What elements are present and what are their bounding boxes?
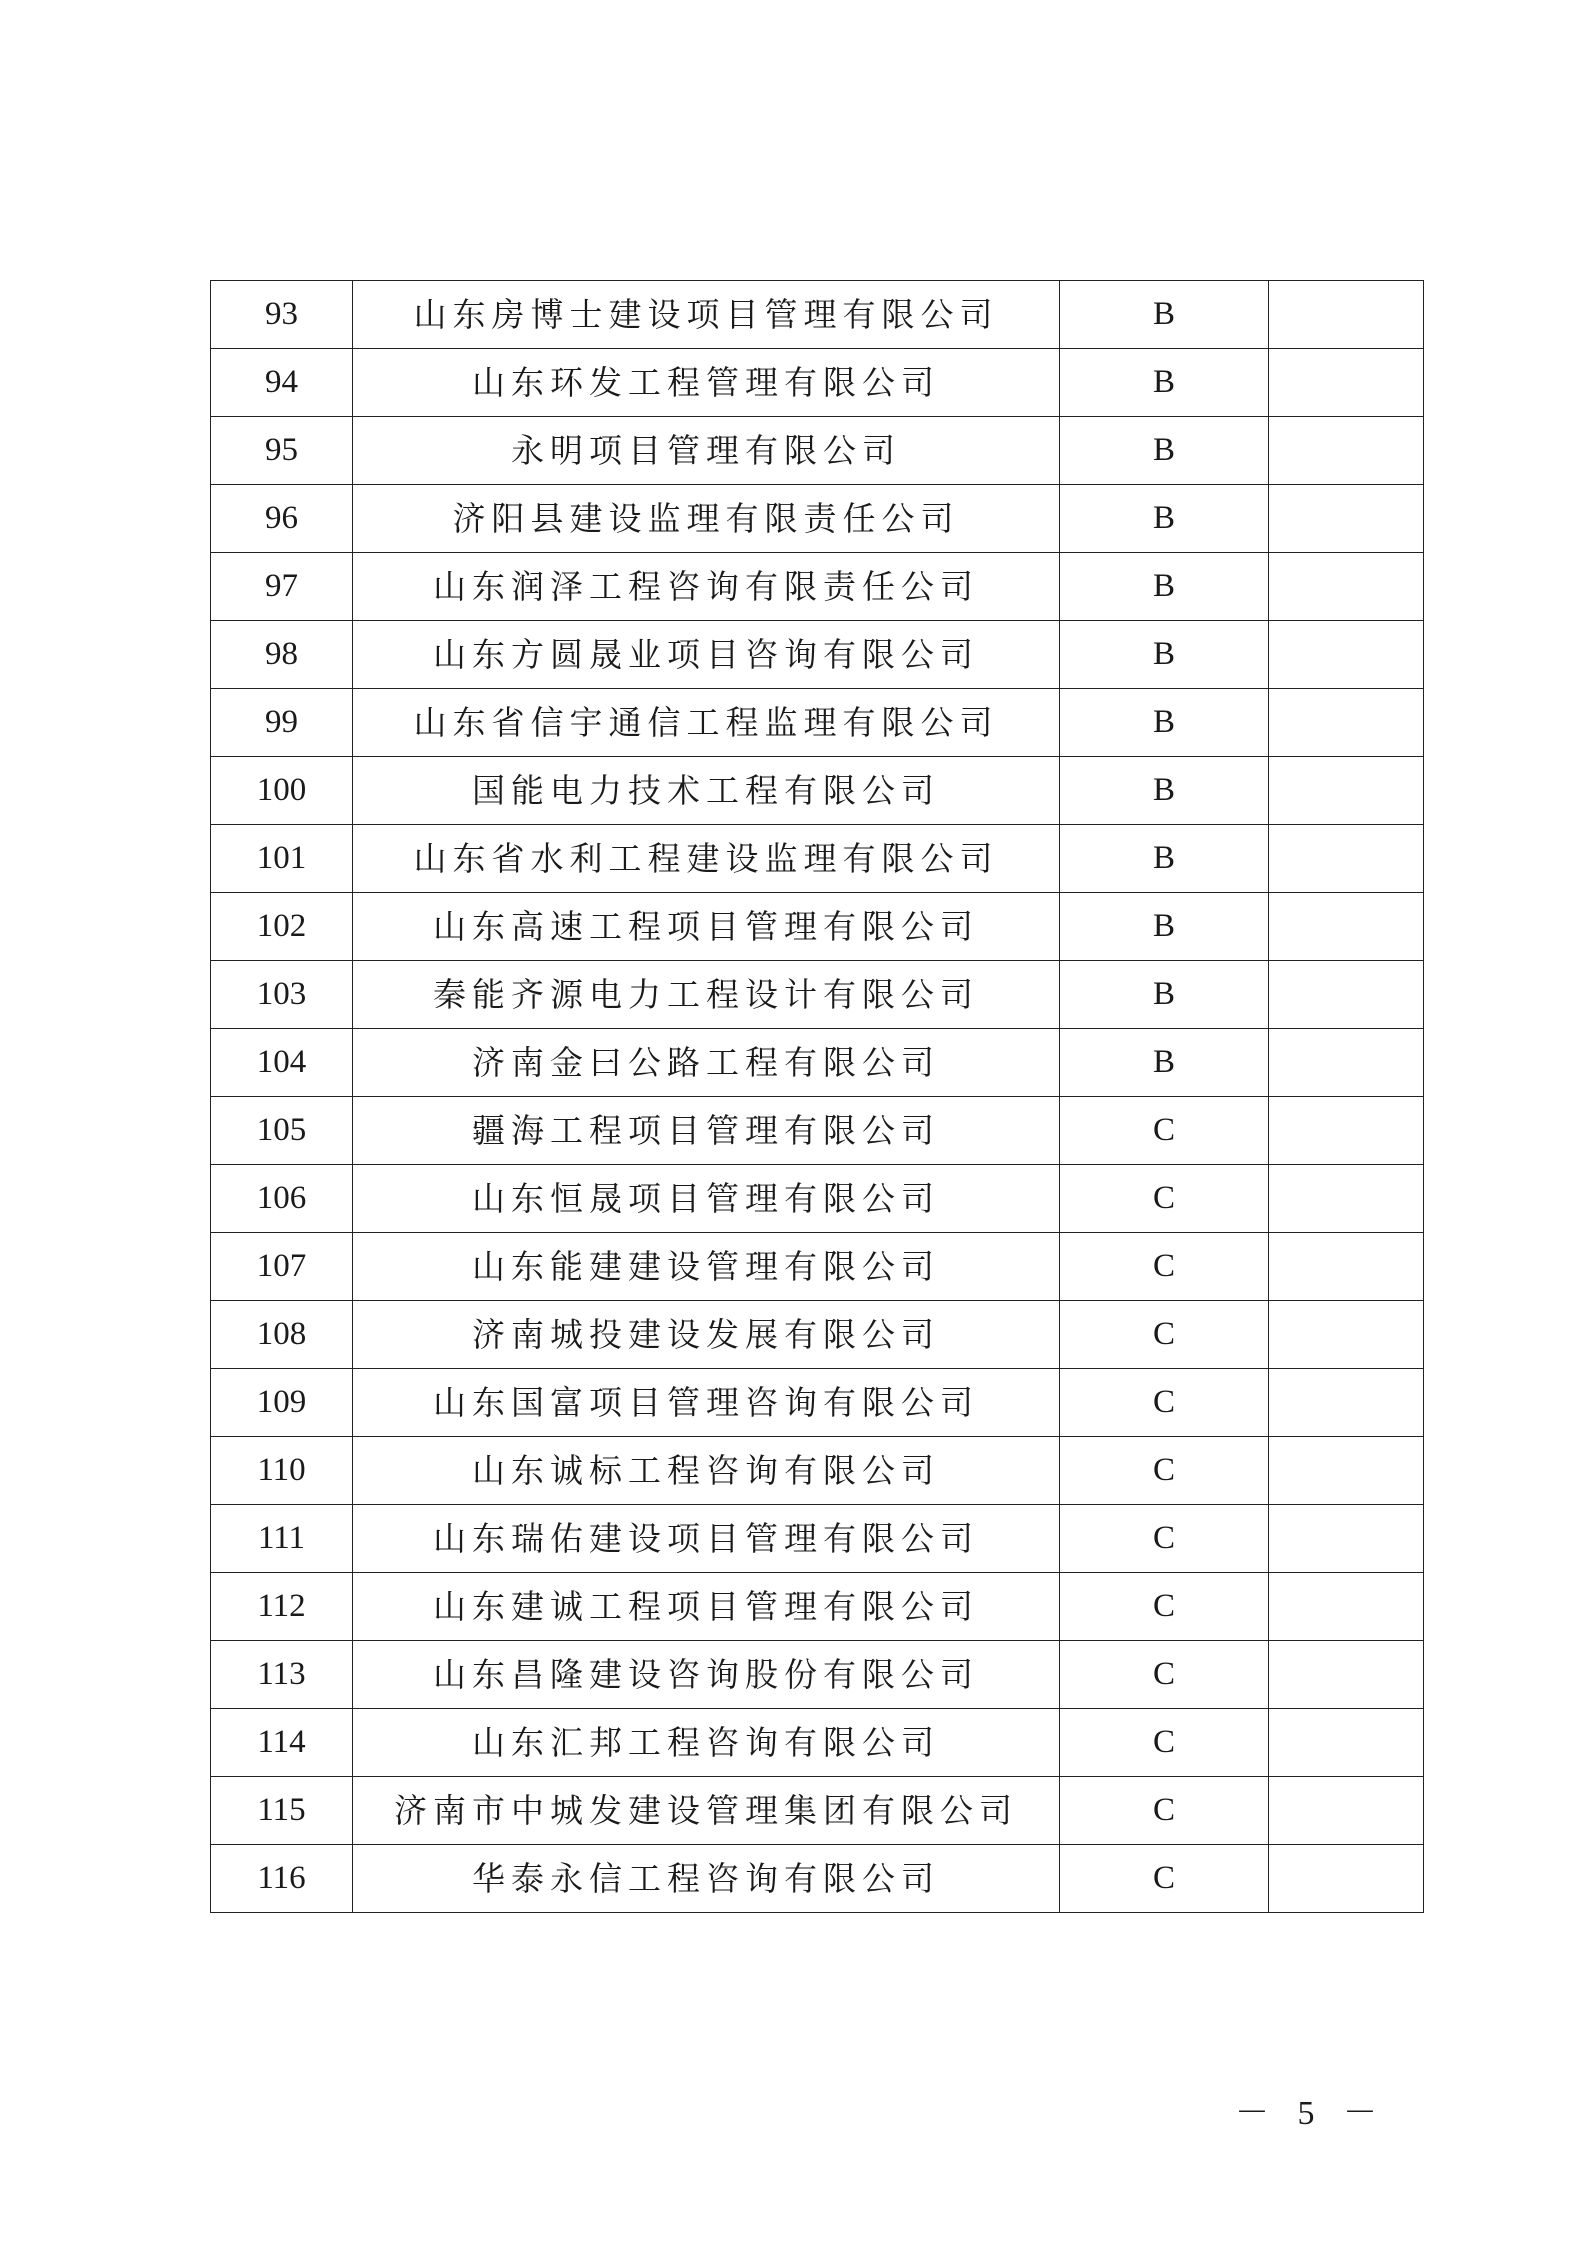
table-row <box>211 1369 1424 1437</box>
row-number-cell: 93 <box>211 281 353 349</box>
row-number-cell: 100 <box>211 757 353 825</box>
remark-cell <box>1269 1505 1424 1573</box>
remark-cell <box>1269 1777 1424 1845</box>
row-number-cell: 116 <box>211 1845 353 1913</box>
company-name-cell: 山东高速工程项目管理有限公司 <box>353 893 1060 961</box>
remark-cell <box>1269 349 1424 417</box>
company-name-cell: 济阳县建设监理有限责任公司 <box>353 485 1060 553</box>
row-number-cell: 109 <box>211 1369 353 1437</box>
table-row <box>211 485 1424 553</box>
table-row <box>211 757 1424 825</box>
row-number-cell: 112 <box>211 1573 353 1641</box>
grade-cell: B <box>1060 1029 1269 1097</box>
table-row <box>211 553 1424 621</box>
remark-cell <box>1269 1369 1424 1437</box>
table-row <box>211 1777 1424 1845</box>
table-row <box>211 689 1424 757</box>
grade-cell: C <box>1060 1437 1269 1505</box>
grade-cell: B <box>1060 757 1269 825</box>
company-name-cell: 山东国富项目管理咨询有限公司 <box>353 1369 1060 1437</box>
remark-cell <box>1269 553 1424 621</box>
row-number-cell: 97 <box>211 553 353 621</box>
table-row <box>211 1845 1424 1913</box>
grade-cell: C <box>1060 1641 1269 1709</box>
company-name-cell: 山东诚标工程咨询有限公司 <box>353 1437 1060 1505</box>
table-row <box>211 961 1424 1029</box>
grade-cell: C <box>1060 1097 1269 1165</box>
company-name-cell: 山东省信宇通信工程监理有限公司 <box>353 689 1060 757</box>
company-name-cell: 山东恒晟项目管理有限公司 <box>353 1165 1060 1233</box>
grade-cell: B <box>1060 825 1269 893</box>
grade-cell: C <box>1060 1777 1269 1845</box>
company-name-cell: 山东环发工程管理有限公司 <box>353 349 1060 417</box>
row-number-cell: 103 <box>211 961 353 1029</box>
row-number-cell: 106 <box>211 1165 353 1233</box>
remark-cell <box>1269 1029 1424 1097</box>
row-number-cell: 99 <box>211 689 353 757</box>
grade-cell: B <box>1060 281 1269 349</box>
table-row <box>211 1097 1424 1165</box>
remark-cell <box>1269 757 1424 825</box>
table-row <box>211 825 1424 893</box>
company-name-cell: 济南金曰公路工程有限公司 <box>353 1029 1060 1097</box>
company-name-cell: 山东瑞佑建设项目管理有限公司 <box>353 1505 1060 1573</box>
remark-cell <box>1269 1097 1424 1165</box>
remark-cell <box>1269 485 1424 553</box>
company-name-cell: 山东房博士建设项目管理有限公司 <box>353 281 1060 349</box>
grade-cell: B <box>1060 349 1269 417</box>
table-row <box>211 893 1424 961</box>
table-row <box>211 1301 1424 1369</box>
company-name-cell: 山东汇邦工程咨询有限公司 <box>353 1709 1060 1777</box>
table-row <box>211 1437 1424 1505</box>
row-number-cell: 102 <box>211 893 353 961</box>
grade-cell: C <box>1060 1369 1269 1437</box>
company-name-cell: 山东省水利工程建设监理有限公司 <box>353 825 1060 893</box>
remark-cell <box>1269 1233 1424 1301</box>
remark-cell <box>1269 1573 1424 1641</box>
company-grade-table <box>210 280 1424 1913</box>
remark-cell <box>1269 281 1424 349</box>
remark-cell <box>1269 1845 1424 1913</box>
remark-cell <box>1269 417 1424 485</box>
row-number-cell: 96 <box>211 485 353 553</box>
table-row <box>211 349 1424 417</box>
grade-cell: B <box>1060 893 1269 961</box>
company-name-cell: 永明项目管理有限公司 <box>353 417 1060 485</box>
company-name-cell: 疆海工程项目管理有限公司 <box>353 1097 1060 1165</box>
table-body <box>211 281 1424 1913</box>
grade-cell: B <box>1060 417 1269 485</box>
table-row <box>211 1165 1424 1233</box>
table-row <box>211 1029 1424 1097</box>
remark-cell <box>1269 825 1424 893</box>
row-number-cell: 94 <box>211 349 353 417</box>
table-row <box>211 1505 1424 1573</box>
grade-cell: C <box>1060 1845 1269 1913</box>
remark-cell <box>1269 1165 1424 1233</box>
company-name-cell: 山东方圆晟业项目咨询有限公司 <box>353 621 1060 689</box>
company-name-cell: 山东昌隆建设咨询股份有限公司 <box>353 1641 1060 1709</box>
company-name-cell: 秦能齐源电力工程设计有限公司 <box>353 961 1060 1029</box>
grade-cell: C <box>1060 1301 1269 1369</box>
remark-cell <box>1269 1301 1424 1369</box>
grade-cell: C <box>1060 1505 1269 1573</box>
remark-cell <box>1269 621 1424 689</box>
table-row <box>211 1233 1424 1301</box>
grade-cell: B <box>1060 961 1269 1029</box>
remark-cell <box>1269 689 1424 757</box>
remark-cell <box>1269 1641 1424 1709</box>
row-number-cell: 105 <box>211 1097 353 1165</box>
page-number: － 5 － <box>1235 2095 1387 2132</box>
company-name-cell: 山东润泽工程咨询有限责任公司 <box>353 553 1060 621</box>
row-number-cell: 107 <box>211 1233 353 1301</box>
table-row <box>211 1709 1424 1777</box>
row-number-cell: 115 <box>211 1777 353 1845</box>
row-number-cell: 113 <box>211 1641 353 1709</box>
grade-cell: B <box>1060 621 1269 689</box>
table-row <box>211 1641 1424 1709</box>
table-row <box>211 621 1424 689</box>
remark-cell <box>1269 1437 1424 1505</box>
company-name-cell: 国能电力技术工程有限公司 <box>353 757 1060 825</box>
table-row <box>211 1573 1424 1641</box>
row-number-cell: 98 <box>211 621 353 689</box>
company-name-cell: 济南市中城发建设管理集团有限公司 <box>353 1777 1060 1845</box>
company-name-cell: 济南城投建设发展有限公司 <box>353 1301 1060 1369</box>
row-number-cell: 101 <box>211 825 353 893</box>
table-row <box>211 417 1424 485</box>
remark-cell <box>1269 1709 1424 1777</box>
grade-cell: C <box>1060 1165 1269 1233</box>
grade-cell: C <box>1060 1573 1269 1641</box>
row-number-cell: 110 <box>211 1437 353 1505</box>
table-row <box>211 281 1424 349</box>
row-number-cell: 111 <box>211 1505 353 1573</box>
grade-cell: C <box>1060 1233 1269 1301</box>
row-number-cell: 104 <box>211 1029 353 1097</box>
company-name-cell: 山东能建建设管理有限公司 <box>353 1233 1060 1301</box>
grade-cell: B <box>1060 553 1269 621</box>
grade-cell: B <box>1060 485 1269 553</box>
grade-cell: C <box>1060 1709 1269 1777</box>
row-number-cell: 114 <box>211 1709 353 1777</box>
company-name-cell: 山东建诚工程项目管理有限公司 <box>353 1573 1060 1641</box>
grade-cell: B <box>1060 689 1269 757</box>
row-number-cell: 95 <box>211 417 353 485</box>
row-number-cell: 108 <box>211 1301 353 1369</box>
remark-cell <box>1269 893 1424 961</box>
remark-cell <box>1269 961 1424 1029</box>
company-name-cell: 华泰永信工程咨询有限公司 <box>353 1845 1060 1913</box>
